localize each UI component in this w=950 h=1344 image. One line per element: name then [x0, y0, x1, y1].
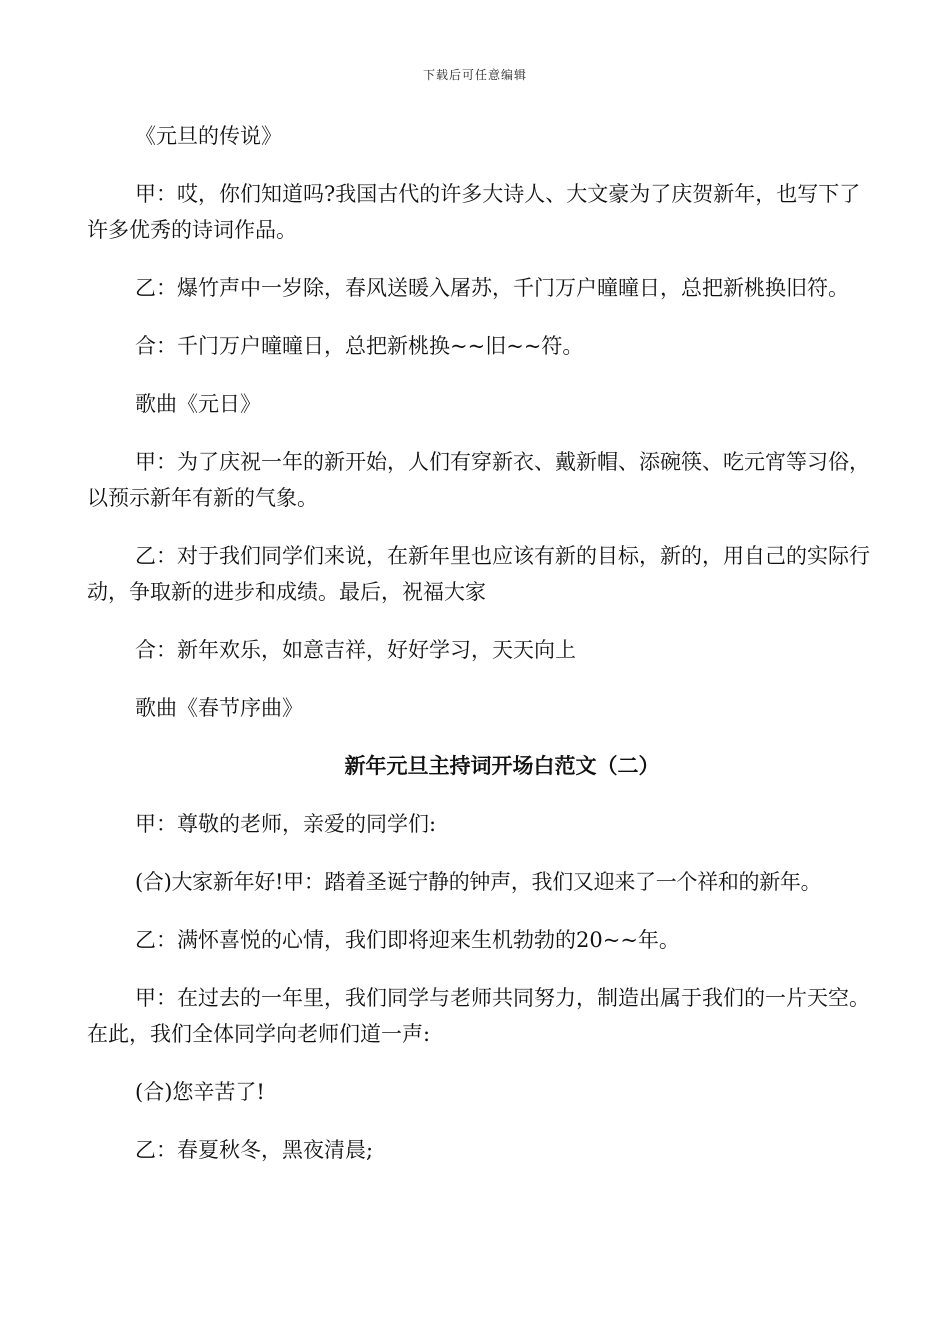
paragraph: 合：新年欢乐，如意吉祥，好好学习，天天向上: [135, 638, 576, 662]
paragraph: 甲：尊敬的老师，亲爱的同学们:: [135, 812, 437, 836]
paragraph: 乙：爆竹声中一岁除，春风送暖入屠苏，千门万户曈曈日，总把新桃换旧符。: [135, 276, 849, 300]
paragraph: (合)您辛苦了!: [135, 1080, 265, 1104]
paragraph: 甲：为了庆祝一年的新开始，人们有穿新衣、戴新帽、添碗筷、吃元宵等习俗，以预示新年有新的气象。: [87, 450, 870, 510]
paragraph: 甲：哎，你们知道吗?我国古代的许多大诗人、大文豪为了庆贺新年，也写下了许多优秀的诗词作品。: [87, 182, 861, 242]
paragraph: 乙：春夏秋冬，黑夜清晨;: [135, 1138, 374, 1162]
paragraph: 乙：满怀喜悦的心情，我们即将迎来生机勃勃的20~~年。: [135, 928, 680, 952]
section-heading: 新年元旦主持词开场白范文（二）: [344, 754, 660, 778]
paragraph: 歌曲《春节序曲》: [135, 696, 303, 720]
paragraph: 乙：对于我们同学们来说，在新年里也应该有新的目标，新的，用自己的实际行动，争取新的进步和成绩。最后，祝福大家: [87, 544, 870, 604]
paragraph-title: 《元旦的传说》: [135, 124, 282, 148]
paragraph: 歌曲《元日》: [135, 392, 261, 416]
paragraph: (合)大家新年好!甲：踏着圣诞宁静的钟声，我们又迎来了一个祥和的新年。: [135, 870, 822, 894]
paragraph: 甲：在过去的一年里，我们同学与老师共同努力，制造出属于我们的一片天空。在此，我们全体同学向老师们道一声:: [87, 986, 870, 1046]
paragraph: 合：千门万户曈曈日，总把新桃换~~旧~~符。: [135, 334, 584, 358]
document-body: [87, 118, 877, 1190]
header-note: 下载后可任意编辑: [422, 68, 527, 82]
